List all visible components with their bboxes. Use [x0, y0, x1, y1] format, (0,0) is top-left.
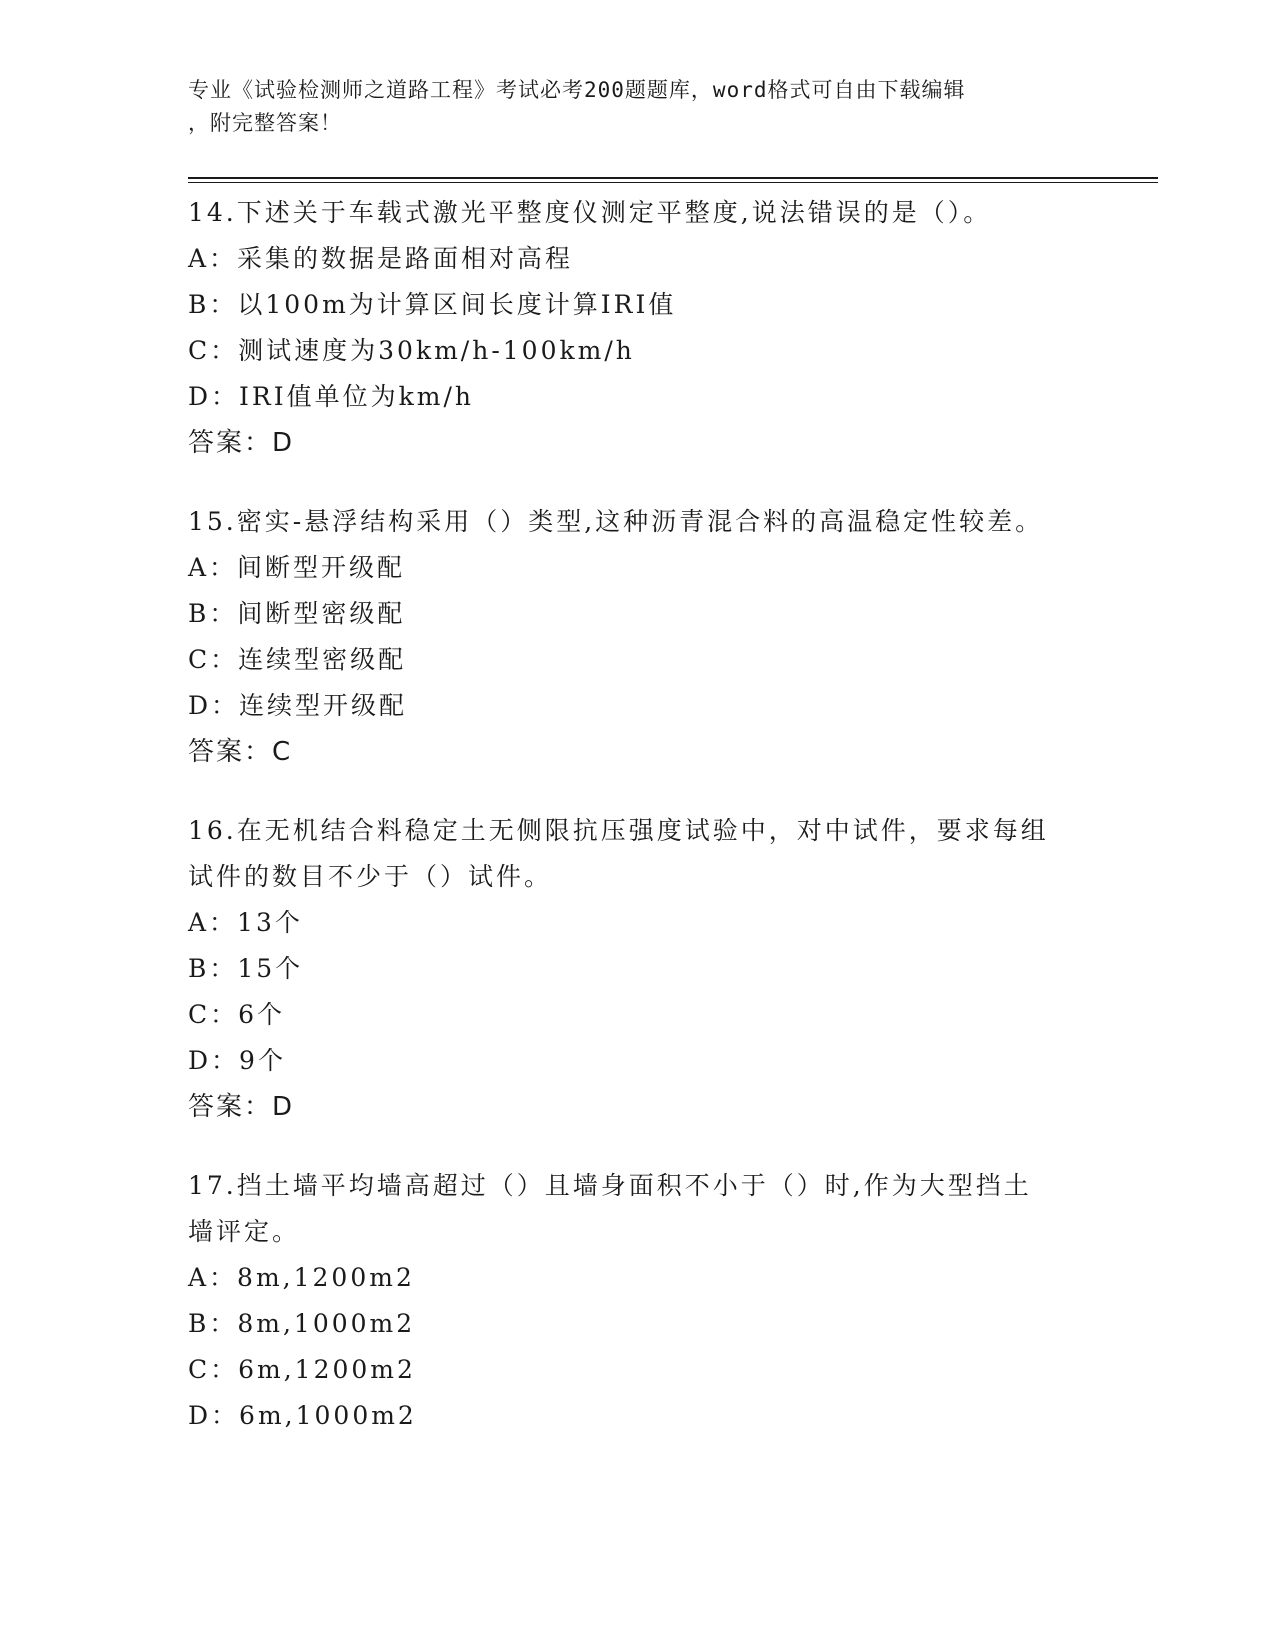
option-c: C：测试速度为30km/h-100km/h [188, 336, 635, 365]
header-line-2: ，附完整答案！ [188, 111, 342, 135]
option-c: C：6个 [188, 1000, 286, 1029]
question-17 [188, 1163, 1088, 1439]
question-stem: 14.下述关于车载式激光平整度仪测定平整度,说法错误的是（）。 [188, 198, 992, 227]
option-d: D：6m,1000m2 [188, 1401, 417, 1430]
question-stem: 15.密实-悬浮结构采用（）类型,这种沥青混合料的高温稳定性较差。 [188, 507, 1044, 536]
option-a: A：8m,1200m2 [188, 1263, 415, 1292]
option-c: C：连续型密级配 [188, 645, 407, 674]
option-c: C：6m,1200m2 [188, 1355, 416, 1384]
answer: 答案：C [188, 737, 293, 767]
question-16 [188, 808, 1088, 1130]
option-b: B：间断型密级配 [188, 599, 406, 628]
answer: 答案：D [188, 1092, 295, 1122]
option-b: B：以100m为计算区间长度计算IRI值 [188, 290, 677, 319]
question-list [188, 190, 1088, 1472]
question-stem-continued: 试件的数目不少于（）试件。 [188, 862, 553, 891]
document-header [188, 74, 1088, 140]
question-15 [188, 499, 1088, 775]
question-stem: 17.挡土墙平均墙高超过（）且墙身面积不小于（）时,作为大型挡土 [188, 1171, 1032, 1200]
question-stem-continued: 墙评定。 [188, 1217, 301, 1246]
header-divider-thick [188, 177, 1158, 179]
option-a: A：间断型开级配 [188, 553, 406, 582]
option-a: A：13个 [188, 908, 303, 937]
question-14 [188, 190, 1088, 466]
option-b: B：15个 [188, 954, 304, 983]
header-line-1: 专业《试验检测师之道路工程》考试必考200题题库，word格式可自由下载编辑 [188, 78, 966, 102]
question-stem: 16.在无机结合料稳定土无侧限抗压强度试验中，对中试件，要求每组 [188, 816, 1049, 845]
header-divider-thin [188, 182, 1158, 183]
option-a: A：采集的数据是路面相对高程 [188, 244, 574, 273]
answer: 答案：D [188, 428, 295, 458]
option-d: D：IRI值单位为km/h [188, 382, 474, 411]
option-d: D：9个 [188, 1046, 286, 1075]
option-d: D：连续型开级配 [188, 691, 408, 720]
option-b: B：8m,1000m2 [188, 1309, 416, 1338]
